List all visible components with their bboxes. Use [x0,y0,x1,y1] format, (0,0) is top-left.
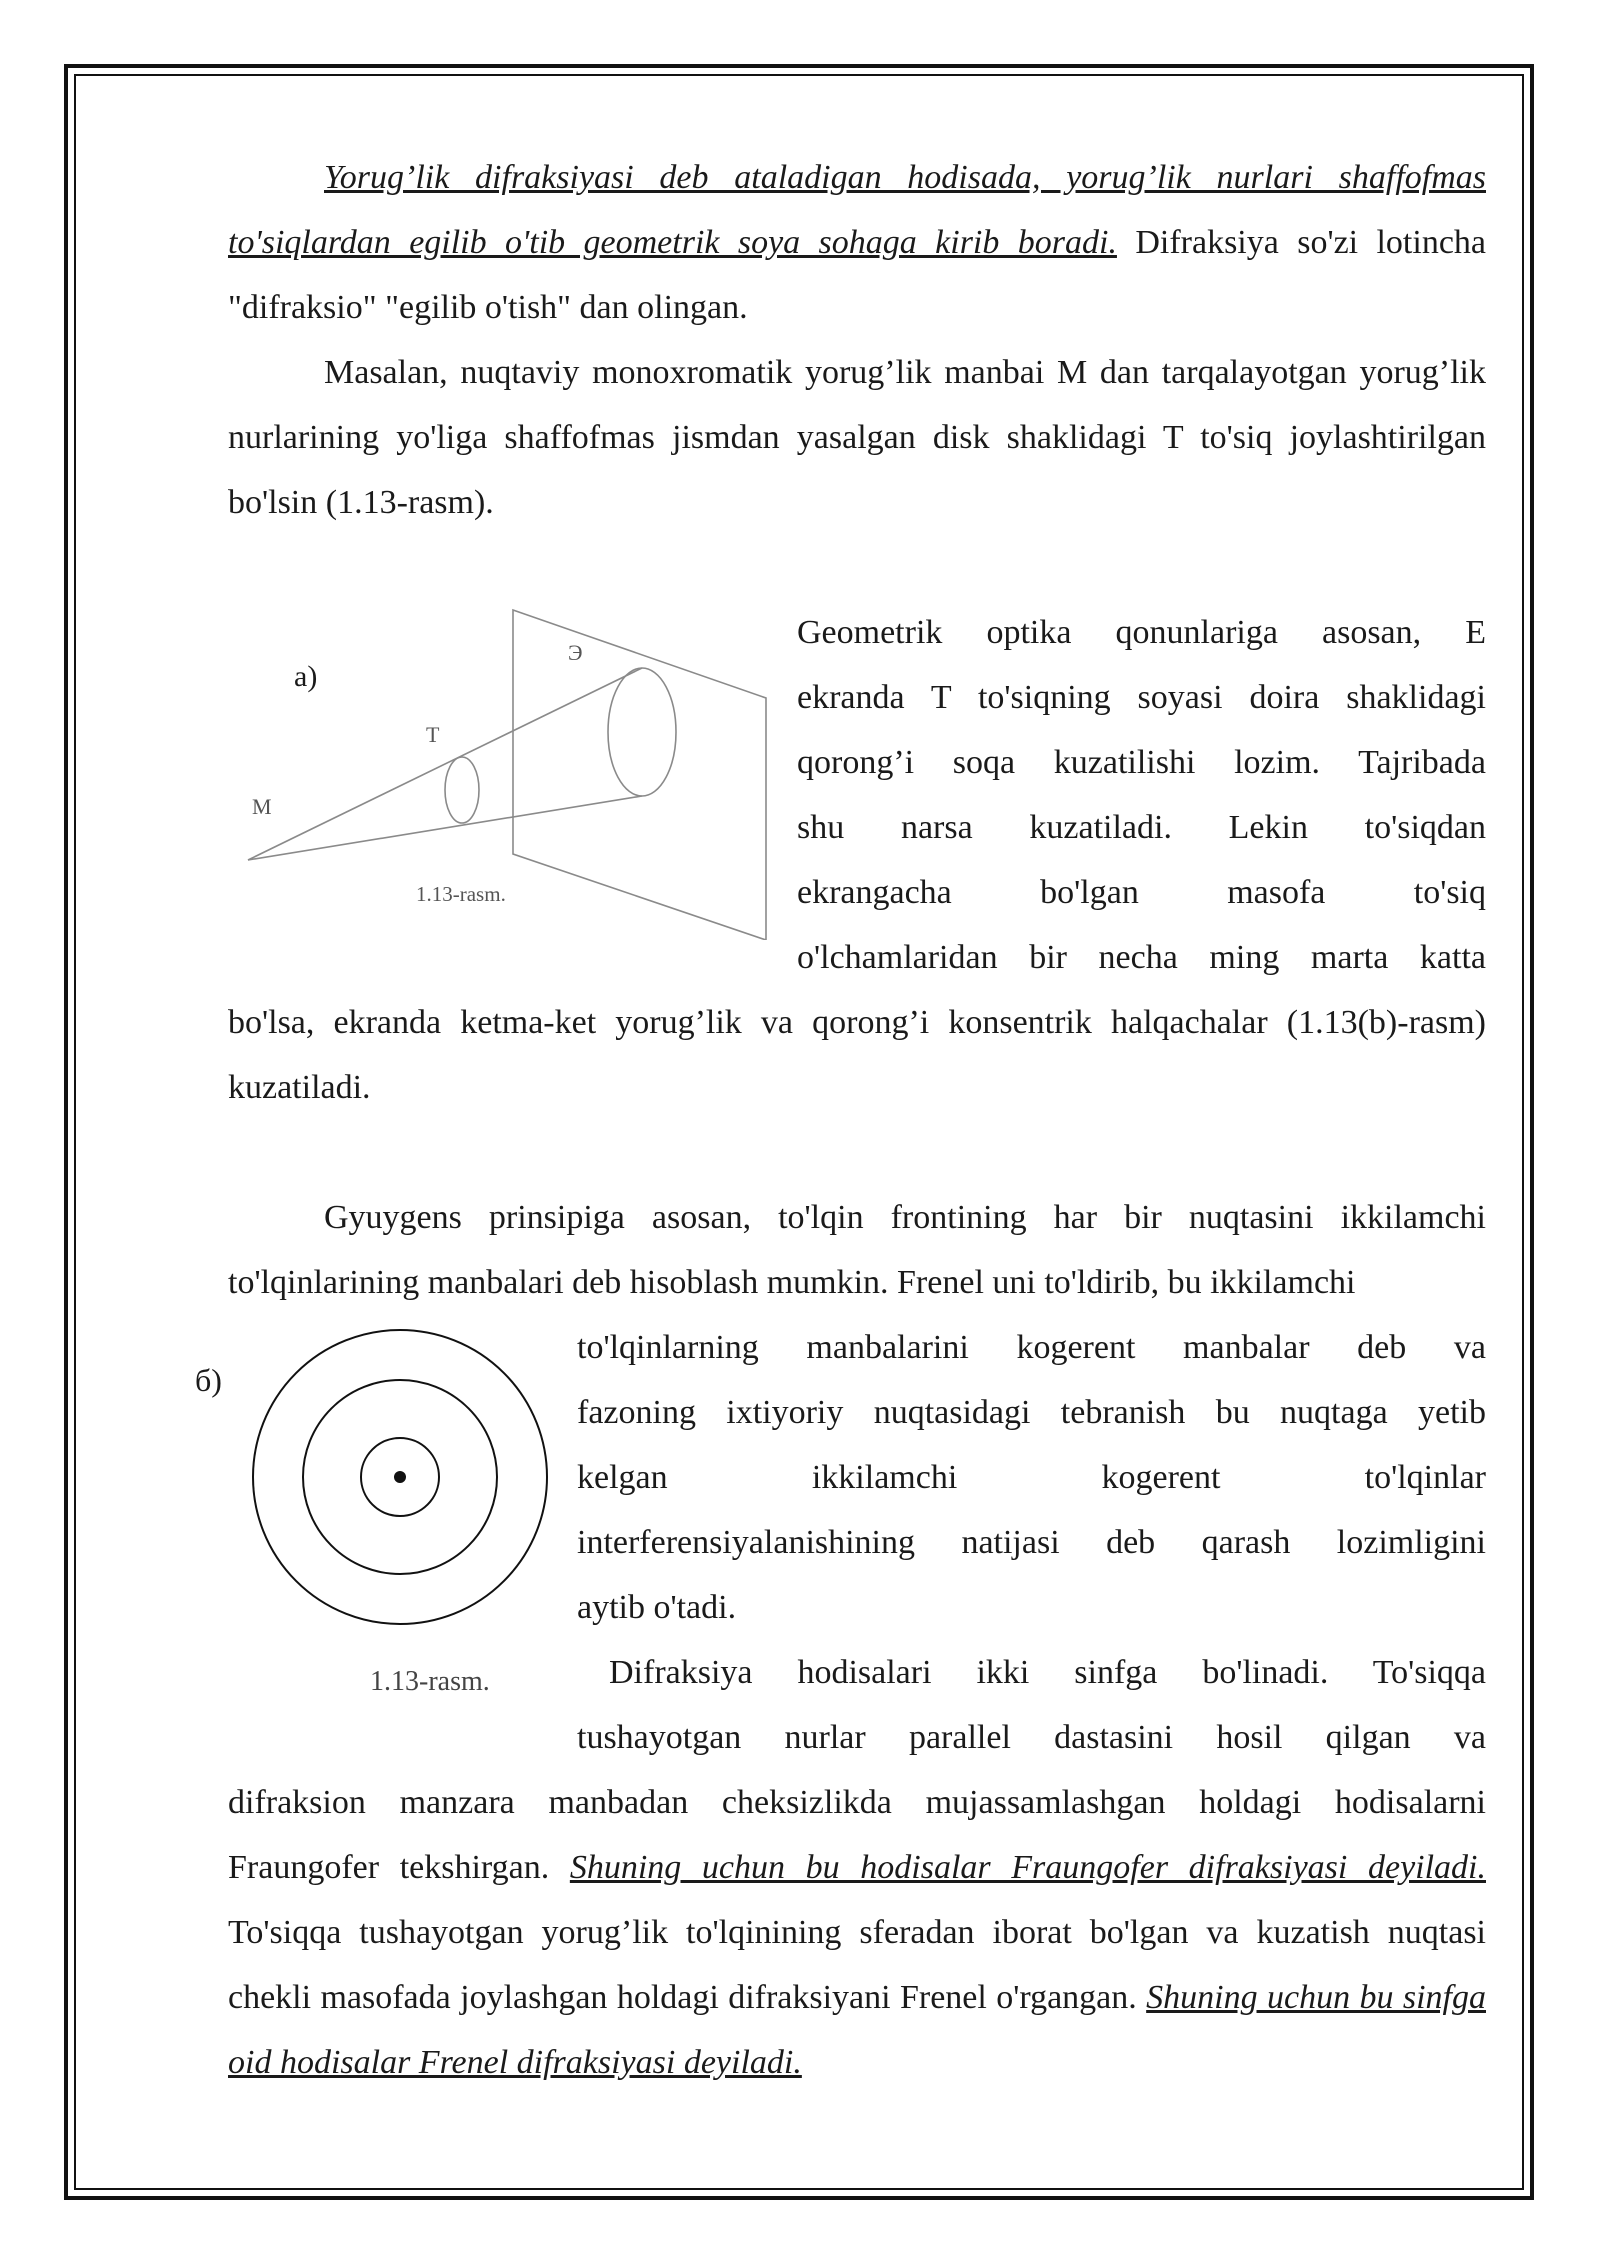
intro-block [228,145,1486,535]
definition-rest: Difraksiya so'zi lotincha "difraksio" "egilib o'tish" dan olingan. [228,224,1487,326]
fraunhofer-definition: Shuning uchun bu hodisalar Fraungofer difraksiyasi deyiladi. [569,1849,1486,1886]
fresnel-definition: Shuning uchun bu sinfga oid hodisalar Frenel difraksiyasi deyiladi. [228,1979,1486,2081]
text-line: o'lchamlaridan bir necha ming marta katta [797,939,1486,976]
screen-plane [513,610,766,940]
obstacle-disk [445,757,479,823]
text-line: Geometrik optika qonunlariga asosan, E [797,614,1486,651]
paragraph-geometric-optics-continued: bo'lsa, ekranda ketma-ket yorug’lik va qorong’i konsentrik halqachalar (1.13(b)-rasm) kuzatiladi. [228,1004,1486,1106]
source-label: M [252,794,272,819]
text-line: to'lqinlarning manbalarini kogerent manbalar deb va [577,1329,1486,1366]
screen-label: Э [568,640,583,665]
text-line: aytib o'tadi. [577,1589,737,1626]
paragraph-huygens-start: Gyuygens prinsipiga asosan, to'lqin frontining har bir nuqtasini ikkilamchi to'lqinlarining manbalari deb hisoblash mumkin. Frenel uni to'ldirib, bu ikkilamchi [228,1199,1486,1301]
text-line: interferensiyalanishining natijasi deb qarash lozimligini [577,1524,1486,1561]
text-line: ekranda T to'siqning soyasi doira shaklidagi [797,679,1486,716]
definition-highlight: Yorug’lik difraksiyasi deb ataladigan hodisada, yorug’lik nurlari shaffofmas to'siqlardan egilib o'tib geometrik soya sohaga kirib boradi. [228,159,1486,261]
figure-b [195,1320,565,1720]
figure-b-caption: 1.13-rasm. [370,1666,490,1697]
text-line: shu narsa kuzatiladi. Lekin to'siqdan [797,809,1486,846]
obstacle-label: T [426,722,440,747]
text-line: qorong’i soqa kuzatilishi lozim. Tajribada [797,744,1486,781]
text-line: fazoning ixtiyoriy nuqtasidagi tebranish bu nuqtaga yetib [577,1394,1486,1431]
figure-b-drawing [195,1320,565,1690]
text-line: ekrangacha bo'lgan masofa to'siq [797,874,1486,911]
figure-b-panel-label: б) [195,1362,222,1398]
fraunhofer-intro: difraksion manzara manbadan cheksizlikda mujassamlashgan holdagi hodisalarni Fraungofer tekshirgan. [228,1784,1486,1886]
paragraph-example: Masalan, nuqtaviy monoxromatik yorug’lik manbai M dan tarqalayotgan yorug’lik nurlarining yo'liga shaffofmas jismdan yasalgan disk shaklidagi T to'siq joylashtirilgan bo'lsin (1.13-rasm). [228,354,1486,521]
ray-upper [248,668,642,860]
figure-a [230,600,790,940]
fresnel-intro: To'siqqa tushayotgan yorug’lik to'lqinining sferadan iborat bo'lgan va kuzatish nuqtasi chekli masofada joylashgan holdagi difraksiyani Frenel o'rgangan. [228,1914,1486,2016]
text-line: tushayotgan nurlar parallel dastasini hosil qilgan va [577,1719,1486,1756]
figure-a-drawing [230,600,790,940]
paragraph-huygens [228,1185,1486,1315]
center-dot [394,1471,406,1483]
figure-a-caption: 1.13-rasm. [416,882,506,906]
paragraph-diffraction-types-body [228,1770,1486,2095]
paragraph-diffraction-types [228,1770,1486,2095]
shadow-ellipse [608,668,676,796]
text-line: Difraksiya hodisalari ikki sinfga bo'linadi. To'siqqa [609,1654,1486,1691]
text-line: kelgan ikkilamchi kogerent to'lqinlar [577,1459,1486,1496]
paragraph-definition [228,145,1486,340]
paragraph-fresnel-beside [577,1315,1486,1770]
paragraph-geometric-optics [797,600,1486,990]
figure-a-panel-label: а) [294,660,318,693]
ray-lower [248,796,642,860]
